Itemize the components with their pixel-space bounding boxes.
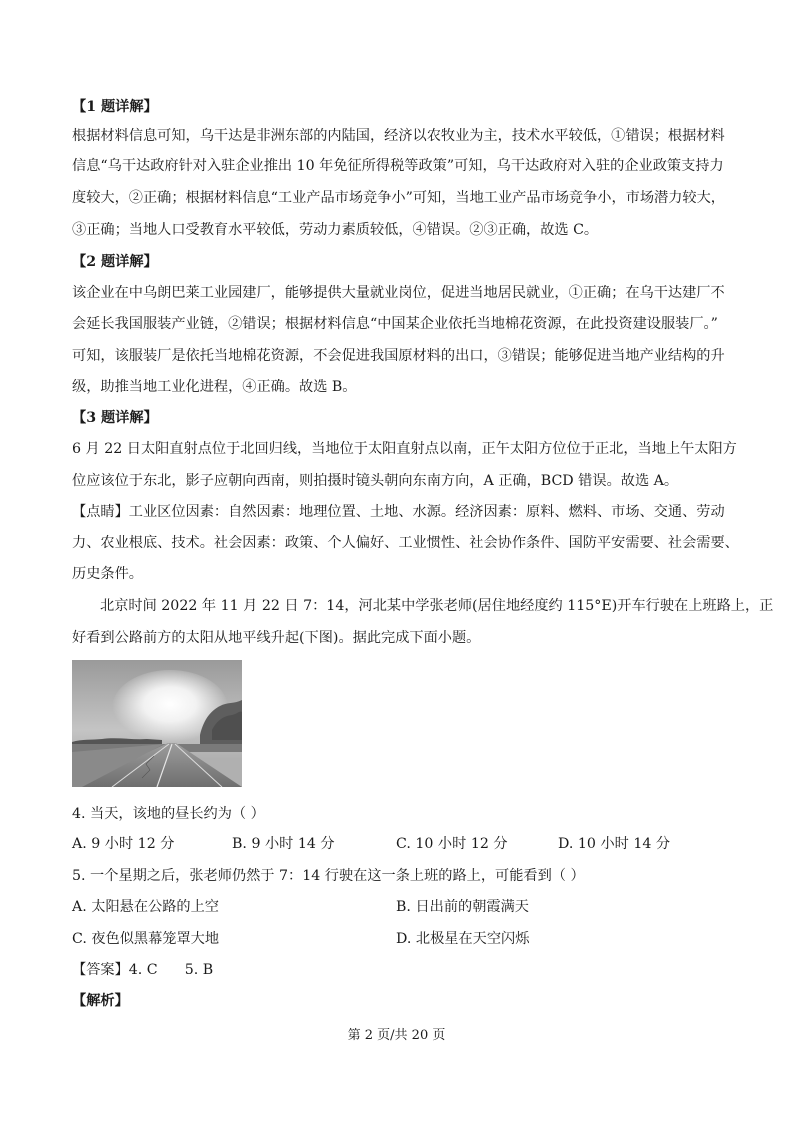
explain2-line-4: 级，助推当地工业化进程，④正确。故选 B。 — [72, 379, 357, 395]
q5-option-a: A. 太阳悬在公路的上空 — [72, 899, 219, 915]
answer-line: 【答案】4. C 5. B — [72, 962, 214, 978]
explain3-line-1: 6 月 22 日太阳直射点位于北回归线，当地位于太阳直射点以南，正午太阳方位位于正北，当地上午太阳方 — [72, 441, 737, 457]
passage-line-2: 好看到公路前方的太阳从地平线升起(下图)。据此完成下面小题。 — [72, 630, 481, 646]
q4-option-b: B. 9 小时 14 分 — [232, 836, 335, 852]
analysis-heading: 【解析】 — [72, 993, 129, 1009]
explain2-line-3: 可知，该服装厂是依托当地棉花资源，不会促进我国原材料的出口，③错误；能够促进当地产业结构的升 — [72, 348, 725, 364]
explain1-line-2: 信息“乌干达政府针对入驻企业推出 10 年免征所得税等政策”可知，乌干达政府对入驻的企业政策支持力 — [72, 158, 724, 174]
q4-option-c: C. 10 小时 12 分 — [396, 836, 508, 852]
explain1-line-3: 度较大，②正确；根据材料信息“工业产品市场竞争小”可知，当地工业产品市场竞争小，市场潜力较大， — [72, 190, 725, 206]
sunrise-road-photo — [72, 660, 242, 787]
explain2-line-1: 该企业在中乌朗巴莱工业园建厂，能够提供大量就业岗位，促进当地居民就业，①正确；在乌干达建厂不 — [72, 285, 725, 301]
tip-line-1: 【点睛】工业区位因素：自然因素：地理位置、土地、水源。经济因素：原料、燃料、市场、交通、劳动 — [72, 504, 725, 520]
explain2-heading: 【2 题详解】 — [72, 254, 158, 270]
page-footer: 第 2 页/共 20 页 — [347, 1028, 446, 1043]
q5-option-b: B. 日出前的朝霞满天 — [396, 899, 529, 915]
explain1-line-4: ③正确；当地人口受教育水平较低，劳动力素质较低，④错误。②③正确，故选 C。 — [72, 222, 599, 238]
passage-line-1: 北京时间 2022 年 11 月 22 日 7：14，河北某中学张老师(居住地经度约 115°E)开车行驶在上班路上，正 — [100, 598, 774, 614]
explain3-heading: 【3 题详解】 — [72, 410, 158, 426]
tip-line-3: 历史条件。 — [72, 566, 143, 582]
q5-stem: 5. 一个星期之后，张老师仍然于 7：14 行驶在这一条上班的路上，可能看到（ ） — [72, 868, 585, 884]
q4-option-d: D. 10 小时 14 分 — [558, 836, 671, 852]
explain1-heading: 【1 题详解】 — [72, 99, 158, 115]
explain3-line-2: 位应该位于东北，影子应朝向西南，则拍摄时镜头朝向东南方向，A 正确，BCD 错误。故选 A。 — [72, 473, 679, 489]
q4-stem: 4. 当天，该地的昼长约为（ ） — [72, 806, 265, 822]
explain2-line-2: 会延长我国服装产业链，②错误；根据材料信息“中国某企业依托当地棉花资源，在此投资建设服装厂。” — [72, 316, 718, 332]
q5-option-c: C. 夜色似黑幕笼罩大地 — [72, 931, 220, 947]
q4-option-a: A. 9 小时 12 分 — [72, 836, 175, 852]
tip-line-2: 力、农业根底、技术。社会因素：政策、个人偏好、工业惯性、社会协作条件、国防平安需要、社会需要、 — [72, 535, 739, 551]
explain1-line-1: 根据材料信息可知，乌干达是非洲东部的内陆国，经济以农牧业为主，技术水平较低，①错误；根据材料 — [72, 128, 725, 144]
q5-option-d: D. 北极星在天空闪烁 — [396, 931, 530, 947]
